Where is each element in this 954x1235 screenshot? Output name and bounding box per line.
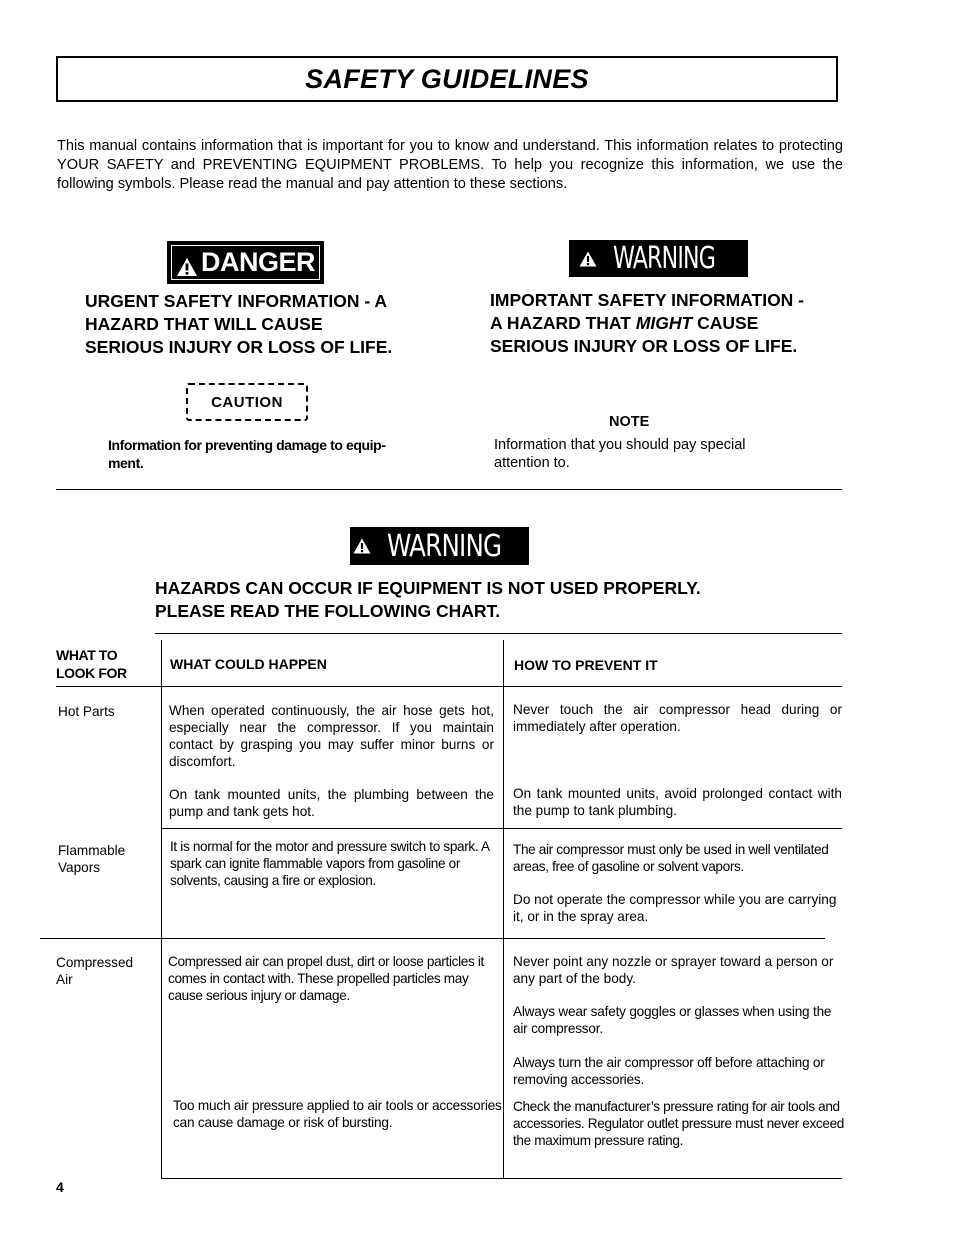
happen-text: On tank mounted units, the plumbing between the pump and tank gets hot.	[169, 787, 494, 819]
prevent-text: Do not operate the compressor while you are carrying it, or in the spray area.	[513, 892, 837, 924]
header-line: WHAT TO	[56, 647, 118, 663]
table-header-rule	[56, 686, 842, 687]
danger-desc-line: URGENT SAFETY INFORMATION - A	[85, 291, 388, 311]
warning-banner-badge	[350, 527, 529, 565]
prevent-text: Always wear safety goggles or glasses when using the air compressor.	[513, 1004, 832, 1036]
page-title: SAFETY GUIDELINES	[305, 63, 589, 94]
note-desc-line: attention to.	[494, 455, 570, 471]
prevent-text: The air compressor must only be used in well ventilated areas, free of gasoline or solvent vapors.	[513, 842, 829, 874]
table-bottom-rule	[161, 1178, 842, 1179]
danger-badge	[167, 241, 324, 284]
warning-desc-text: A HAZARD THAT	[490, 313, 636, 333]
warning-banner-line: HAZARDS CAN OCCUR IF EQUIPMENT IS NOT USED PROPERLY.	[155, 578, 701, 598]
prevent-text: Check the manufacturer’s pressure rating for air tools and accessories. Regulator outlet pressure must never exceed the maximum pressure rating.	[513, 1099, 844, 1148]
danger-triangle-icon	[176, 253, 198, 273]
danger-label: DANGER	[200, 247, 315, 277]
caution-description	[108, 436, 428, 472]
happen-text: When operated continuously, the air hose gets hot, especially near the compressor. If you maintain contact by grasping you may suffer minor burns or discomfort.	[169, 703, 494, 769]
warning-badge	[569, 240, 748, 277]
warning-triangle-icon	[353, 538, 371, 554]
table-row-rule	[40, 938, 825, 939]
warning-triangle-icon	[579, 251, 597, 267]
hazard-compressed-air	[56, 954, 133, 988]
page-number: 4	[56, 1179, 64, 1195]
table-top-rule	[155, 633, 842, 634]
warning-desc-line	[490, 312, 850, 335]
header-prevent: HOW TO PREVENT IT	[514, 657, 658, 673]
warning-banner-line: PLEASE READ THE FOLLOWING CHART.	[155, 601, 501, 621]
note-description	[494, 436, 814, 472]
prevent-text: Never touch the air compressor head during or immediately after operation.	[513, 702, 842, 734]
table-column-rule	[161, 640, 162, 1178]
header-could-happen: WHAT COULD HAPPEN	[170, 656, 327, 672]
table-column-rule	[503, 640, 504, 1178]
warning-label: WARNING	[613, 241, 716, 276]
note-label: NOTE	[609, 414, 650, 430]
warning-banner-label: WARNING	[386, 528, 502, 564]
danger-description	[85, 290, 445, 359]
header-line: LOOK FOR	[56, 665, 127, 681]
warning-desc-text: CAUSE	[692, 313, 759, 333]
caution-badge	[186, 383, 308, 421]
danger-desc-line: HAZARD THAT WILL CAUSE	[85, 314, 323, 334]
caution-desc-line: Information for preventing damage to equip-	[108, 437, 386, 453]
prevent-text: Never point any nozzle or sprayer toward a person or any part of the body.	[513, 954, 834, 986]
hazard-line: Air	[56, 972, 73, 987]
warning-description	[490, 289, 850, 358]
happen-text: It is normal for the motor and pressure switch to spark. A spark can ignite flammable vapors from gasoline or solvents, causing a fire or explosion.	[170, 839, 489, 888]
happen-text: Compressed air can propel dust, dirt or loose particles it comes in contact with. These propelled particles may cause serious injury or damage.	[168, 954, 484, 1003]
caution-label: CAUTION	[211, 393, 283, 411]
caution-desc-line: ment.	[108, 455, 144, 471]
section-divider	[56, 489, 842, 490]
warning-desc-line: SERIOUS INJURY OR LOSS OF LIFE.	[490, 336, 798, 356]
prevent-text: On tank mounted units, avoid prolonged contact with the pump to tank plumbing.	[513, 786, 842, 818]
hazard-line: Compressed	[56, 955, 134, 970]
hazard-line: Vapors	[58, 860, 101, 875]
happen-text: Too much air pressure applied to air tools or accessories can cause damage or risk of bursting.	[173, 1098, 502, 1130]
hazard-flammable-vapors	[58, 842, 125, 876]
title-box	[56, 56, 838, 102]
warning-desc-emphasis: MIGHT	[635, 313, 693, 333]
table-row-rule	[161, 828, 842, 829]
header-look-for	[56, 646, 127, 682]
hazard-line: Flammable	[58, 843, 126, 858]
intro-paragraph: This manual contains information that is important for you to know and understand. This information relates to protecting YOUR SAFETY and PREVENTING EQUIPMENT PROBLEMS. To help you recognize this information, we use the following symbols. Please read the manual and pay attention to these sections.	[57, 138, 843, 192]
danger-desc-line: SERIOUS INJURY OR LOSS OF LIFE.	[85, 337, 393, 357]
warning-desc-line: IMPORTANT SAFETY INFORMATION -	[490, 290, 805, 310]
hazard-hot-parts: Hot Parts	[58, 704, 115, 719]
warning-banner-text	[155, 577, 835, 623]
note-desc-line: Information that you should pay special	[494, 437, 746, 453]
prevent-text: Always turn the air compressor off before attaching or removing accessories.	[513, 1055, 825, 1087]
